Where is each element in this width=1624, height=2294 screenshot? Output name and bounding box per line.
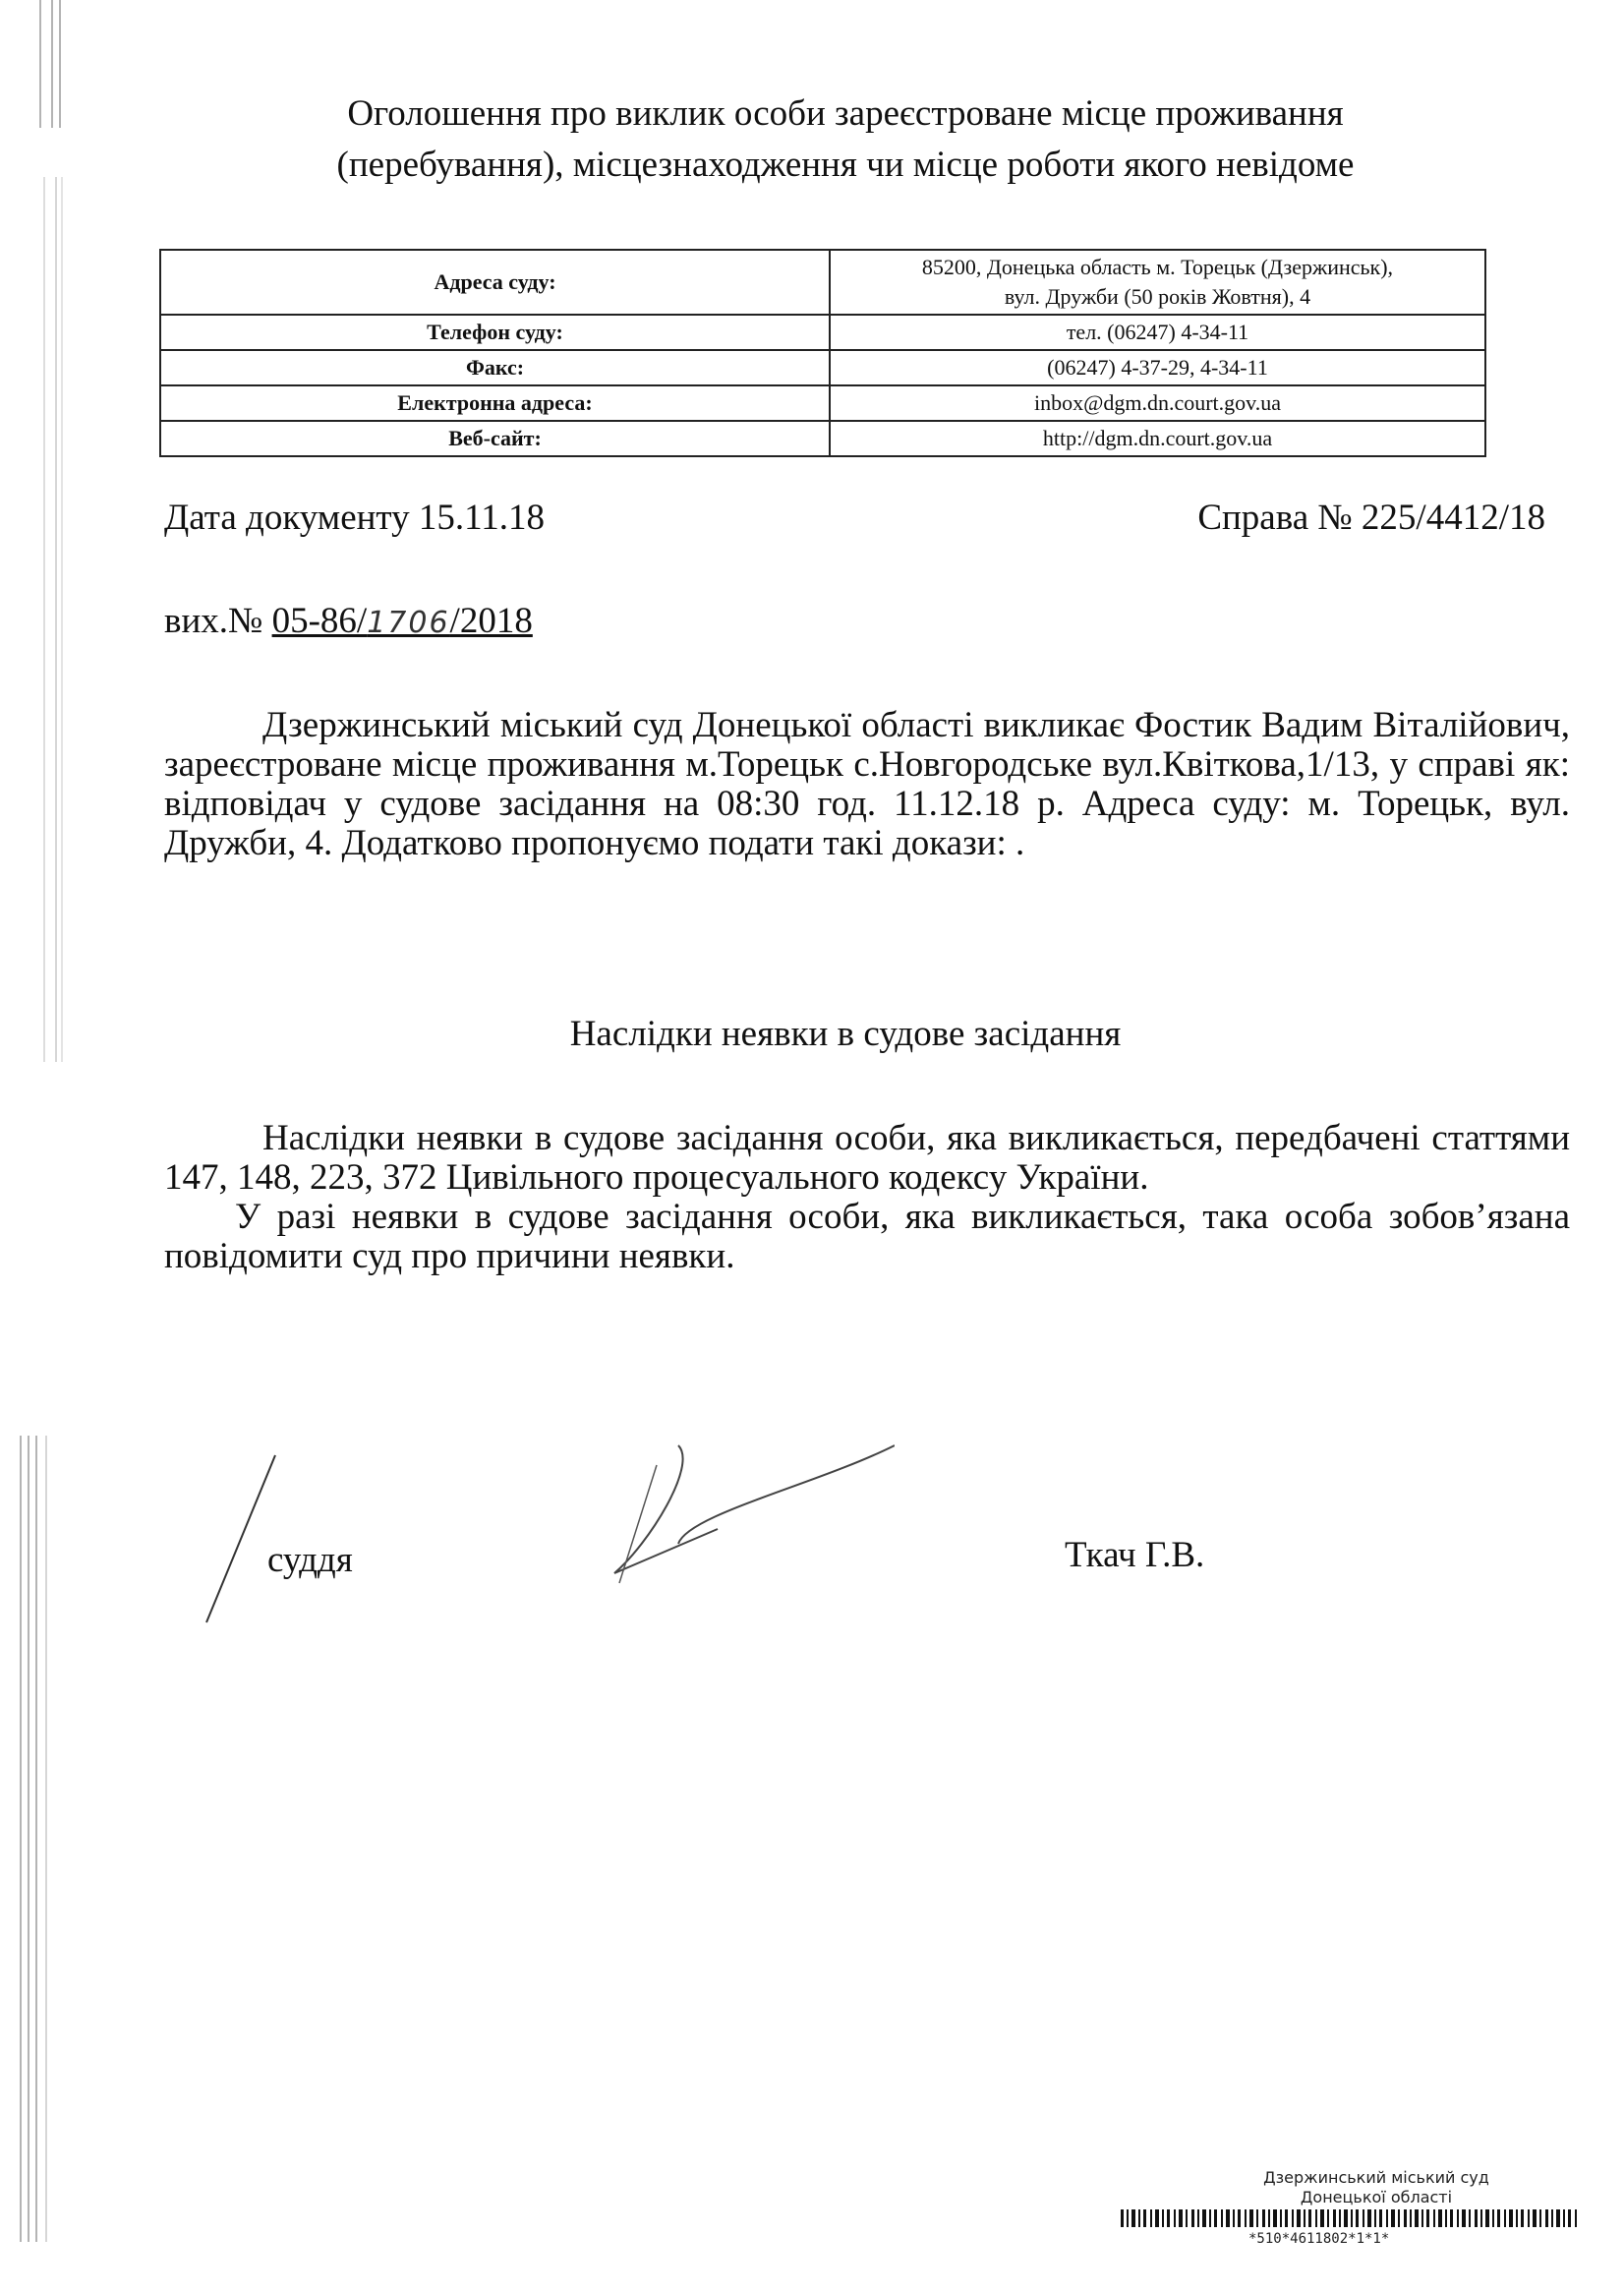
address-line-2: вул. Дружби (50 років Жовтня), 4 <box>1004 284 1311 309</box>
website-value: http://dgm.dn.court.gov.ua <box>830 421 1485 456</box>
scan-edge-bottom <box>0 1436 108 2242</box>
document-title <box>157 88 1534 191</box>
email-label: Електронна адреса: <box>160 385 830 421</box>
summons-paragraph <box>164 706 1570 863</box>
fax-value: (06247) 4-37-29, 4-34-11 <box>830 350 1485 385</box>
summons-text: Дзержинський міський суд Донецької області викликає Фостик Вадим Віталійович, зареєстроване місце проживання м.Торецьк с.Новгородське вул.Квіткова,1/13, у справі як: відповідач у судове засідання на 08:30 год. 11.12.18 р. Адреса суду: м. Торецьк, вул. Дружби, 4. Додатково пропонуємо подати такі докази: . <box>164 705 1570 863</box>
court-info-table <box>159 249 1486 457</box>
address-line-1: 85200, Донецька область м. Торецьк (Дзержинськ), <box>921 255 1394 279</box>
consequences-heading: Наслідки неявки в судове засідання <box>569 1014 1122 1054</box>
barcode <box>1121 2209 1583 2227</box>
table-row <box>160 350 1485 385</box>
phone-label: Телефон суду: <box>160 315 830 350</box>
table-row <box>160 250 1485 315</box>
table-row <box>160 385 1485 421</box>
table-row <box>160 315 1485 350</box>
outgoing-prefix: вих.№ <box>164 601 272 641</box>
barcode-text: *510*4611802*1*1* <box>1248 2231 1390 2247</box>
scan-edge-middle <box>0 177 108 1062</box>
outgoing-number <box>164 600 533 645</box>
table-row <box>160 421 1485 456</box>
title-line-1: Оголошення про виклик особи зареєстроване місце проживання <box>347 93 1344 134</box>
title-line-2: (перебування), місцезнаходження чи місце роботи якого невідоме <box>336 145 1355 185</box>
signature-name: Ткач Г.В. <box>1065 1535 1205 1575</box>
scan-edge-top <box>0 0 108 128</box>
fax-label: Факс: <box>160 350 830 385</box>
consequences-paragraph <box>164 1119 1570 1276</box>
document-date: Дата документу 15.11.18 <box>164 498 545 538</box>
outgoing-handwritten: 1706 <box>367 606 450 640</box>
outgoing-part-2: /2018 <box>449 601 533 641</box>
outgoing-ref <box>272 601 533 641</box>
phone-value: тел. (06247) 4-34-11 <box>830 315 1485 350</box>
stamp-court-line-2: Донецької області <box>1300 2188 1453 2206</box>
stamp-court-line-1: Дзержинський міський суд <box>1263 2168 1489 2187</box>
website-label: Веб-сайт: <box>160 421 830 456</box>
address-value <box>830 250 1485 315</box>
outgoing-part-1: 05-86/ <box>271 601 368 641</box>
email-value: inbox@dgm.dn.court.gov.ua <box>830 385 1485 421</box>
consequences-text: Наслідки неявки в судове засідання особи, яка викликається, передбачені статтями 147, 148, 223, 372 Цивільного процесуального кодексу України. <box>164 1118 1570 1198</box>
case-number: Справа № 225/4412/18 <box>1197 498 1545 538</box>
obligation-text: У разі неявки в судове засідання особи, яка викликається, така особа зобов’язана повідомити суд про причини неявки. <box>164 1197 1570 1276</box>
signature-role: суддя <box>267 1540 353 1580</box>
court-stamp <box>1121 2168 1593 2247</box>
address-label: Адреса суду: <box>160 250 830 315</box>
